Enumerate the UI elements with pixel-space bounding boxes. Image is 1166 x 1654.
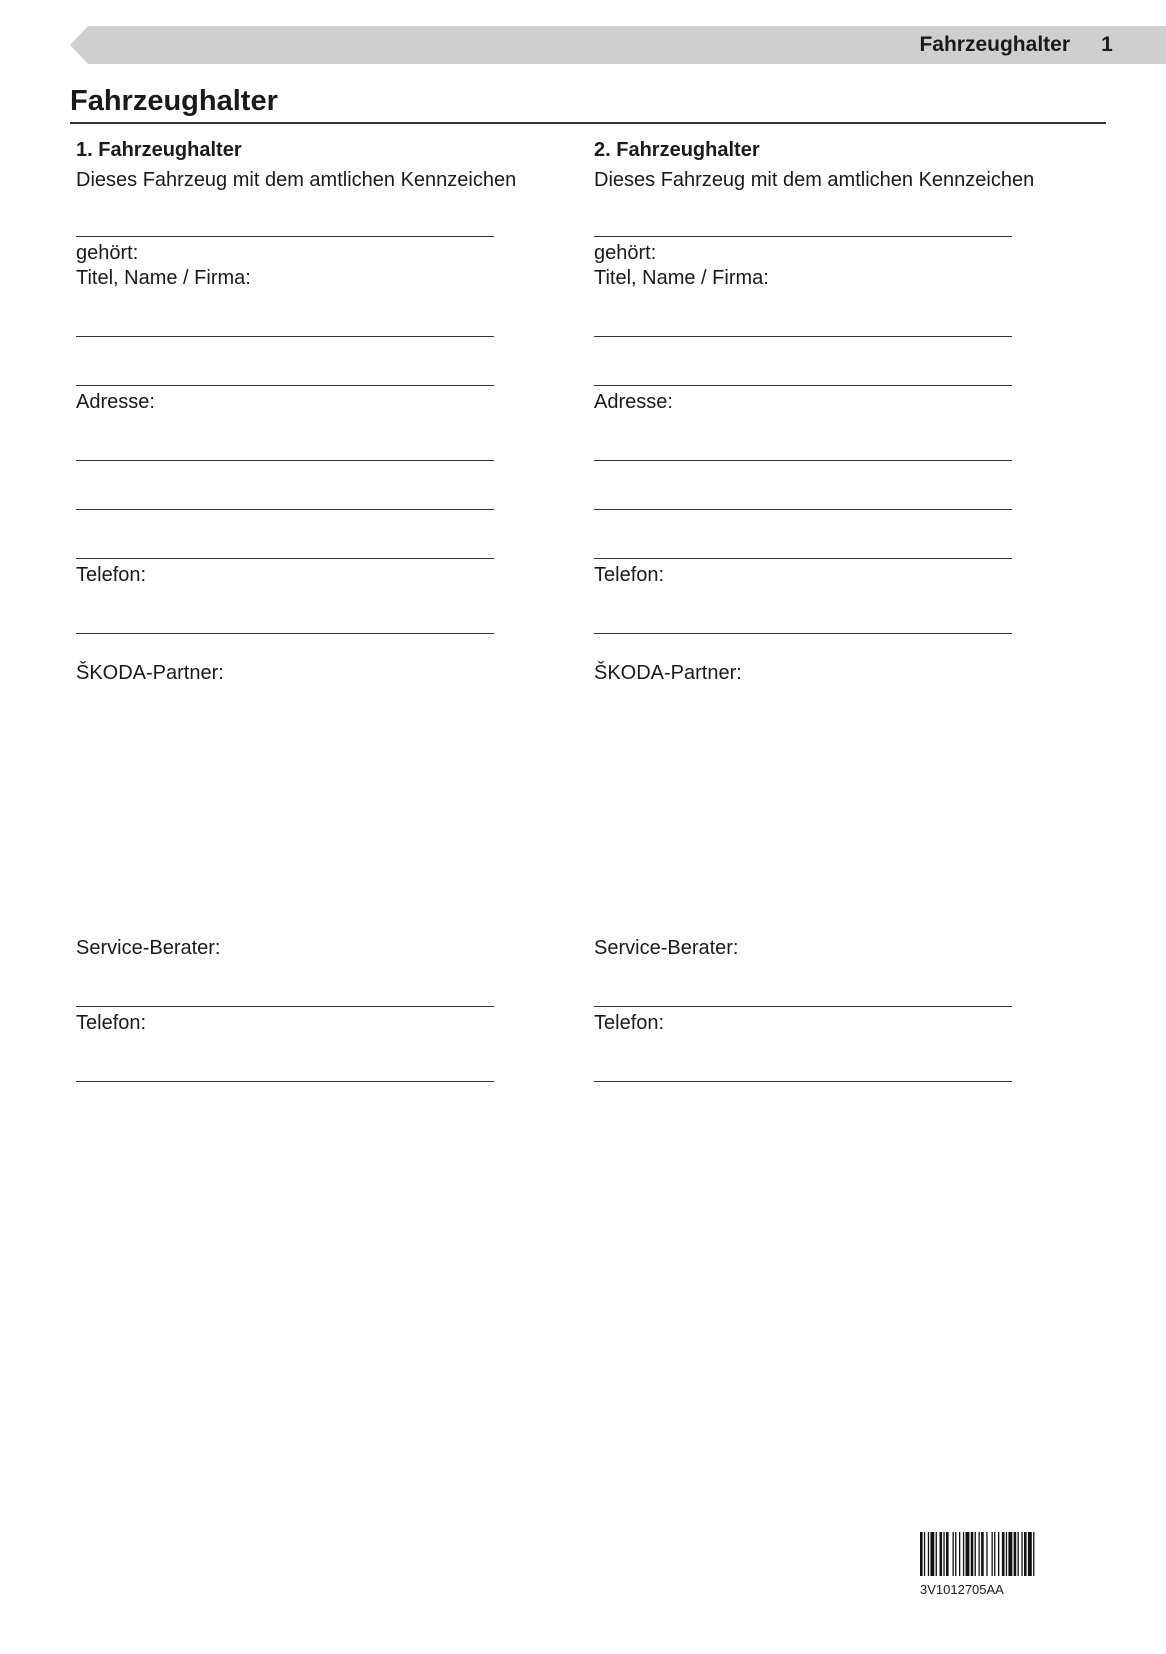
address-field-3[interactable] xyxy=(594,558,1012,559)
advisor-phone-label: Telefon: xyxy=(594,1012,665,1034)
belongs-label: gehört: xyxy=(594,242,657,264)
name-field-1[interactable] xyxy=(594,336,1012,337)
advisor-phone-label: Telefon: xyxy=(76,1012,147,1034)
phone-field[interactable] xyxy=(594,633,1012,634)
page-title: Fahrzeughalter xyxy=(70,85,278,117)
holder-2-heading: 2. Fahrzeughalter xyxy=(594,139,760,161)
belongs-label: gehört: xyxy=(76,242,139,264)
page-number: 1 xyxy=(1101,33,1113,56)
address-field-2[interactable] xyxy=(594,509,1012,510)
name-field-2[interactable] xyxy=(594,385,1012,386)
license-plate-field[interactable] xyxy=(76,236,494,237)
license-plate-field[interactable] xyxy=(594,236,1012,237)
holder-2-column xyxy=(594,0,1074,1654)
header-section-title: Fahrzeughalter xyxy=(919,33,1070,56)
advisor-field[interactable] xyxy=(594,1006,1012,1007)
holder-1-heading: 1. Fahrzeughalter xyxy=(76,139,242,161)
barcode-graphic xyxy=(920,1532,1076,1576)
address-field-3[interactable] xyxy=(76,558,494,559)
address-field-1[interactable] xyxy=(594,460,1012,461)
advisor-label: Service-Berater: xyxy=(594,937,739,959)
advisor-field[interactable] xyxy=(76,1006,494,1007)
name-field-1[interactable] xyxy=(76,336,494,337)
name-label: Titel, Name / Firma: xyxy=(76,267,251,289)
phone-label: Telefon: xyxy=(76,564,147,586)
advisor-phone-field[interactable] xyxy=(76,1081,494,1082)
holder-1-intro: Dieses Fahrzeug mit dem amtlichen Kennzeichen xyxy=(76,169,517,191)
phone-label: Telefon: xyxy=(594,564,665,586)
barcode xyxy=(920,1532,1080,1602)
barcode-number: 3V1012705AA xyxy=(920,1582,1004,1597)
address-field-1[interactable] xyxy=(76,460,494,461)
advisor-label: Service-Berater: xyxy=(76,937,221,959)
advisor-phone-field[interactable] xyxy=(594,1081,1012,1082)
partner-label: ŠKODA-Partner: xyxy=(594,662,742,684)
name-label: Titel, Name / Firma: xyxy=(594,267,769,289)
name-field-2[interactable] xyxy=(76,385,494,386)
phone-field[interactable] xyxy=(76,633,494,634)
partner-label: ŠKODA-Partner: xyxy=(76,662,224,684)
holder-1-column xyxy=(76,0,556,1654)
address-field-2[interactable] xyxy=(76,509,494,510)
address-label: Adresse: xyxy=(76,391,155,413)
holder-2-intro: Dieses Fahrzeug mit dem amtlichen Kennzeichen xyxy=(594,169,1035,191)
address-label: Adresse: xyxy=(594,391,673,413)
